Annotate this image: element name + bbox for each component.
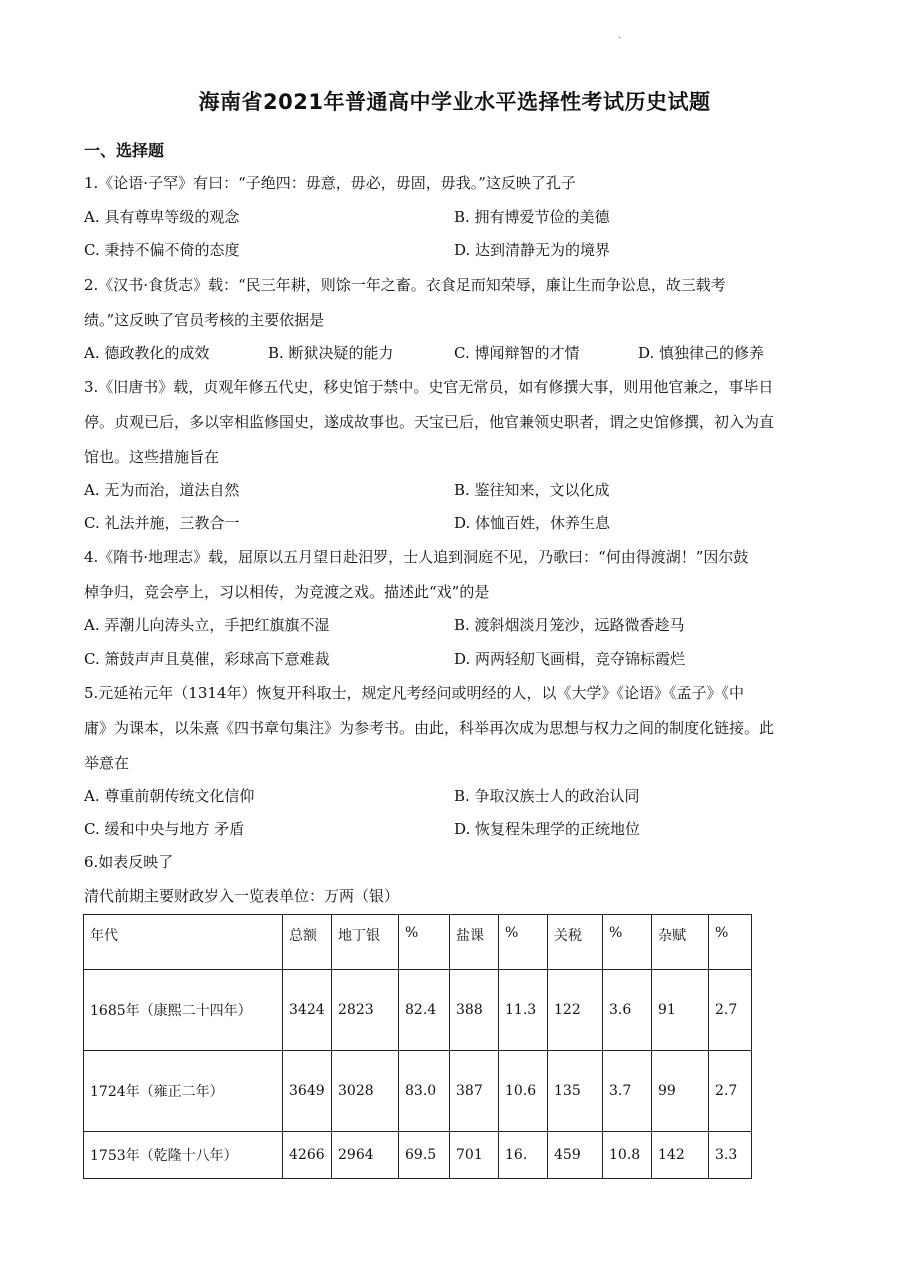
table-cell: 99: [652, 1051, 709, 1132]
question-2-option-c: C. 博闻辩智的才情: [454, 344, 580, 362]
table-cell: 2964: [332, 1132, 399, 1179]
table-cell: 82.4: [399, 970, 450, 1051]
question-2-option-a: A. 德政教化的成效: [84, 344, 210, 362]
table-cell: 1685年（康熙二十四年）: [84, 970, 283, 1051]
question-4-option-d: D. 两两轻舠飞画楫，竞夺锦标霞烂: [454, 650, 686, 668]
table-cell: 2.7: [709, 1051, 752, 1132]
table-cell: 3.3: [709, 1132, 752, 1179]
table-cell: 388: [450, 970, 499, 1051]
table-header-cell: 关税: [548, 915, 603, 970]
table-cell: 4266: [283, 1132, 332, 1179]
question-5-text-line-2: 庸》为课本，以朱熹《四书章句集注》为参考书。由此，科举再次成为思想与权力之间的制度化链接。此: [84, 719, 775, 737]
table-header-cell: 杂赋: [652, 915, 709, 970]
table-cell: 91: [652, 970, 709, 1051]
table-cell: 3424: [283, 970, 332, 1051]
question-3-text-line-1: 3.《旧唐书》载，贞观年修五代史，移史馆于禁中。史官无常员，如有修撰大事，则用他官兼之，事毕日: [84, 378, 774, 396]
question-1-option-b: B. 拥有博爱节俭的美德: [454, 208, 610, 226]
table-cell: 3.6: [603, 970, 652, 1051]
table-header-cell: 总额: [283, 915, 332, 970]
question-4-text-line-2: 棹争归，竞会亭上，习以相传，为竞渡之戏。描述此“戏”的是: [84, 583, 490, 601]
table-cell: 2.7: [709, 970, 752, 1051]
question-2-text-line-2: 绩。”这反映了官员考核的主要依据是: [84, 311, 325, 329]
question-2-text-line-1: 2.《汉书·食货志》载：“民三年耕，则馀一年之畜。衣食足而知荣辱，廉让生而争讼息，故三载考: [84, 276, 726, 294]
table-cell: 701: [450, 1132, 499, 1179]
question-5-option-a: A. 尊重前朝传统文化信仰: [84, 787, 255, 805]
question-6-text: 6.如表反映了: [84, 853, 174, 871]
question-3-option-a: A. 无为而治，道法自然: [84, 481, 240, 499]
question-2-option-b: B. 断狱决疑的能力: [268, 344, 394, 362]
question-1-option-a: A. 具有尊卑等级的观念: [84, 208, 240, 226]
question-5-option-d: D. 恢复程朱理学的正统地位: [454, 820, 641, 838]
question-5-option-b: B. 争取汉族士人的政治认同: [454, 787, 640, 805]
table-header-cell: 盐课: [450, 915, 499, 970]
table-cell: 1753年（乾隆十八年）: [84, 1132, 283, 1179]
table-caption: 清代前期主要财政岁入一览表单位：万两（银）: [84, 887, 400, 905]
table-row: [84, 1132, 752, 1179]
table-header-cell: 地丁银: [332, 915, 399, 970]
question-3-option-b: B. 鉴往知来，文以化成: [454, 481, 610, 499]
question-3-option-d: D. 体恤百姓，休养生息: [454, 514, 611, 532]
table-cell: 3028: [332, 1051, 399, 1132]
question-1-option-c: C. 秉持不偏不倚的态度: [84, 241, 240, 259]
table-cell: 3649: [283, 1051, 332, 1132]
question-4-text-line-1: 4.《隋书·地理志》载，屈原以五月望日赴汨罗，士人追到洞庭不见，乃歌曰：“何由得渡湖！”因尔鼓: [84, 548, 749, 566]
table-cell: 2823: [332, 970, 399, 1051]
revenue-table: [83, 914, 752, 1179]
table-cell: 387: [450, 1051, 499, 1132]
question-3-option-c: C. 礼法并施，三教合一: [84, 514, 240, 532]
table-cell: 135: [548, 1051, 603, 1132]
question-1-option-d: D. 达到清静无为的境界: [454, 241, 611, 259]
table-row: [84, 970, 752, 1051]
table-row: [84, 1051, 752, 1132]
question-2-option-d: D. 慎独律己的修养: [638, 344, 765, 362]
table-cell: 16.: [499, 1132, 548, 1179]
table-cell: 83.0: [399, 1051, 450, 1132]
table-cell: 69.5: [399, 1132, 450, 1179]
question-1-text: 1.《论语·子罕》有曰：“子绝四：毋意，毋必，毋固，毋我。”这反映了孔子: [84, 174, 576, 192]
table-header-row: [84, 915, 752, 970]
table-cell: 459: [548, 1132, 603, 1179]
question-4-option-b: B. 渡斜烟淡月笼沙，远路微香趁马: [454, 616, 685, 634]
table-cell: 11.3: [499, 970, 548, 1051]
question-4-option-c: C. 箫鼓声声且莫催，彩球高下意难裁: [84, 650, 330, 668]
table-header-cell: %: [499, 915, 548, 970]
question-3-text-line-3: 馆也。这些措施旨在: [84, 448, 220, 466]
table-header-cell: 年代: [84, 915, 283, 970]
table-cell: 10.8: [603, 1132, 652, 1179]
question-5-text-line-3: 举意在: [84, 754, 130, 772]
header-dot: .: [618, 30, 622, 41]
question-3-text-line-2: 停。贞观已后，多以宰相监修国史，遂成故事也。天宝已后，他官兼领史职者，谓之史馆修撰，初入为直: [84, 413, 775, 431]
table-header-cell: %: [603, 915, 652, 970]
table-cell: 122: [548, 970, 603, 1051]
section-heading: 一、选择题: [84, 141, 165, 160]
page-title: 海南省2021年普通高中学业水平选择性考试历史试题: [198, 90, 711, 114]
table-cell: 3.7: [603, 1051, 652, 1132]
table-cell: 10.6: [499, 1051, 548, 1132]
table-cell: 1724年（雍正二年）: [84, 1051, 283, 1132]
table-header-cell: %: [709, 915, 752, 970]
table-header-cell: %: [399, 915, 450, 970]
question-5-text-line-1: 5.元延祐元年（1314年）恢复开科取士，规定凡考经问或明经的人，以《大学》《论语》《孟子》《中: [84, 684, 744, 702]
table-cell: 142: [652, 1132, 709, 1179]
question-4-option-a: A. 弄潮儿向涛头立，手把红旗旗不湿: [84, 616, 330, 634]
question-5-option-c: C. 缓和中央与地方 矛盾: [84, 820, 245, 838]
